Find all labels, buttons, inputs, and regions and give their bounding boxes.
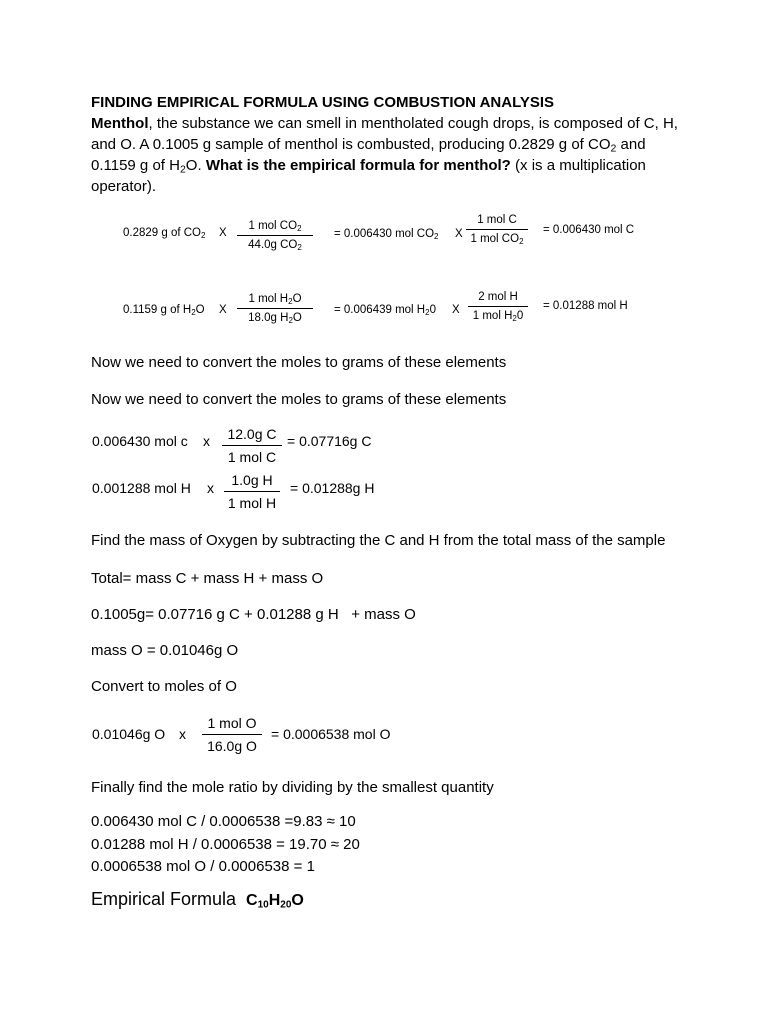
fraction-mol-h: 2 mol H 1 mol $H_20$ [468, 291, 528, 322]
ratio-c: 0.006430 mol C / 0.0006538 =9.83 ≈ 10 [91, 813, 356, 830]
mass-o-result: mass O = 0.01046g O [91, 642, 239, 659]
empirical-formula-result [91, 889, 304, 910]
intro-paragraph: FINDING EMPIRICAL FORMULA USING COMBUSTION ANALYSIS Menthol, the substance we can smell in mentholated cough drops, is composed of C, H, and O. A 0.1005 g sample of menthol is combusted, producing 0.2829 g of $CO_2$ and 0.1159 g of $H_2O$. What is the empirical formula for menthol? (x is a multiplication operator). [91, 94, 678, 195]
final-formula: $C_{10}H_{20}O$ [246, 892, 304, 911]
question-text: What is the empirical formula for menthol? [205, 157, 511, 174]
ratio-h: 0.01288 mol H / 0.0006538 = 19.70 ≈ 20 [91, 836, 360, 853]
fraction-moles-o: 1 mol O 16.0g O [202, 715, 262, 754]
fraction-mol-c: 1 mol C 1 mol $CO_2$ [466, 214, 528, 245]
convert-moles-line-1: Now we need to convert the moles to grams of these elements [91, 354, 507, 371]
menthol-term: Menthol [91, 115, 149, 132]
fraction-grams-c: 12.0g C 1 mol C [222, 426, 282, 465]
sample-equation: 0.1005g= 0.07716 g C + 0.01288 g H + mass O [91, 606, 416, 623]
fraction-h2o-to-mol: 1 mol $H_2O$ 18.0g $H_2O$ [237, 293, 313, 324]
ratio-o: 0.0006538 mol O / 0.0006538 = 1 [91, 858, 315, 875]
total-equation: Total= mass C + mass H + mass O [91, 570, 324, 587]
fraction-co2-to-mol: 1 mol $CO_2$ 44.0g $CO_2$ [237, 220, 313, 251]
fraction-grams-h: 1.0g H 1 mol H [224, 472, 280, 511]
convert-moles-line-2: Now we need to convert the moles to grams of these elements [91, 391, 507, 408]
ratio-intro: Finally find the mole ratio by dividing by the smallest quantity [91, 779, 494, 796]
document-heading: FINDING EMPIRICAL FORMULA USING COMBUSTION ANALYSIS [91, 94, 555, 111]
final-label: Empirical Formula [91, 889, 237, 909]
convert-o-line: Convert to moles of O [91, 678, 237, 695]
oxygen-intro: Find the mass of Oxygen by subtracting the C and H from the total mass of the sample [91, 532, 666, 549]
